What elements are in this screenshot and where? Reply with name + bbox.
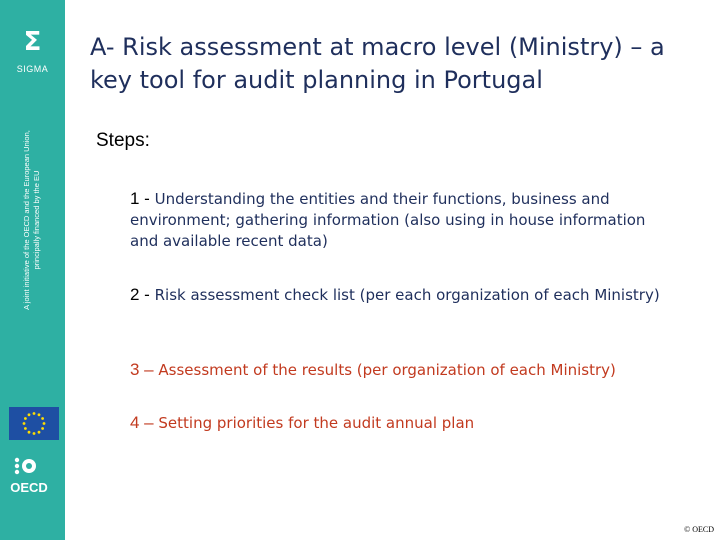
step-2 bbox=[130, 284, 670, 306]
oecd-logo-icon bbox=[9, 455, 49, 495]
sidebar-tagline-line1: A joint initiative of the OECD and the European Union, bbox=[22, 130, 31, 310]
step-3-number: 3 – bbox=[130, 360, 154, 379]
step-3-text: Assessment of the results (per organization of each Ministry) bbox=[153, 361, 616, 379]
step-3 bbox=[130, 359, 670, 381]
step-1-text: Understanding the entities and their functions, business and environment; gathering information (also using in house information and available recent data) bbox=[130, 190, 646, 250]
sidebar-tagline-line2: principally financed by the EU bbox=[32, 170, 41, 270]
slide-title: A- Risk assessment at macro level (Ministry) – a key tool for audit planning in Portugal bbox=[90, 33, 665, 94]
sigma-logo: Σ bbox=[23, 27, 42, 57]
step-4 bbox=[130, 412, 670, 434]
step-4-text: Setting priorities for the audit annual plan bbox=[153, 414, 475, 432]
eu-flag-icon bbox=[9, 407, 59, 440]
step-1 bbox=[130, 188, 670, 252]
step-1-number: 1 - bbox=[130, 189, 150, 208]
copyright: © OECD bbox=[684, 525, 714, 534]
sidebar bbox=[0, 0, 65, 540]
step-2-text: Risk assessment check list (per each organization of each Ministry) bbox=[149, 286, 660, 304]
step-2-number: 2 - bbox=[130, 285, 150, 304]
oecd-logo-text: OECD bbox=[10, 480, 48, 495]
step-4-number: 4 – bbox=[130, 413, 154, 432]
sidebar-tagline bbox=[22, 95, 42, 345]
steps-heading: Steps: bbox=[96, 130, 150, 151]
sigma-logo-text: SIGMA bbox=[16, 64, 49, 74]
